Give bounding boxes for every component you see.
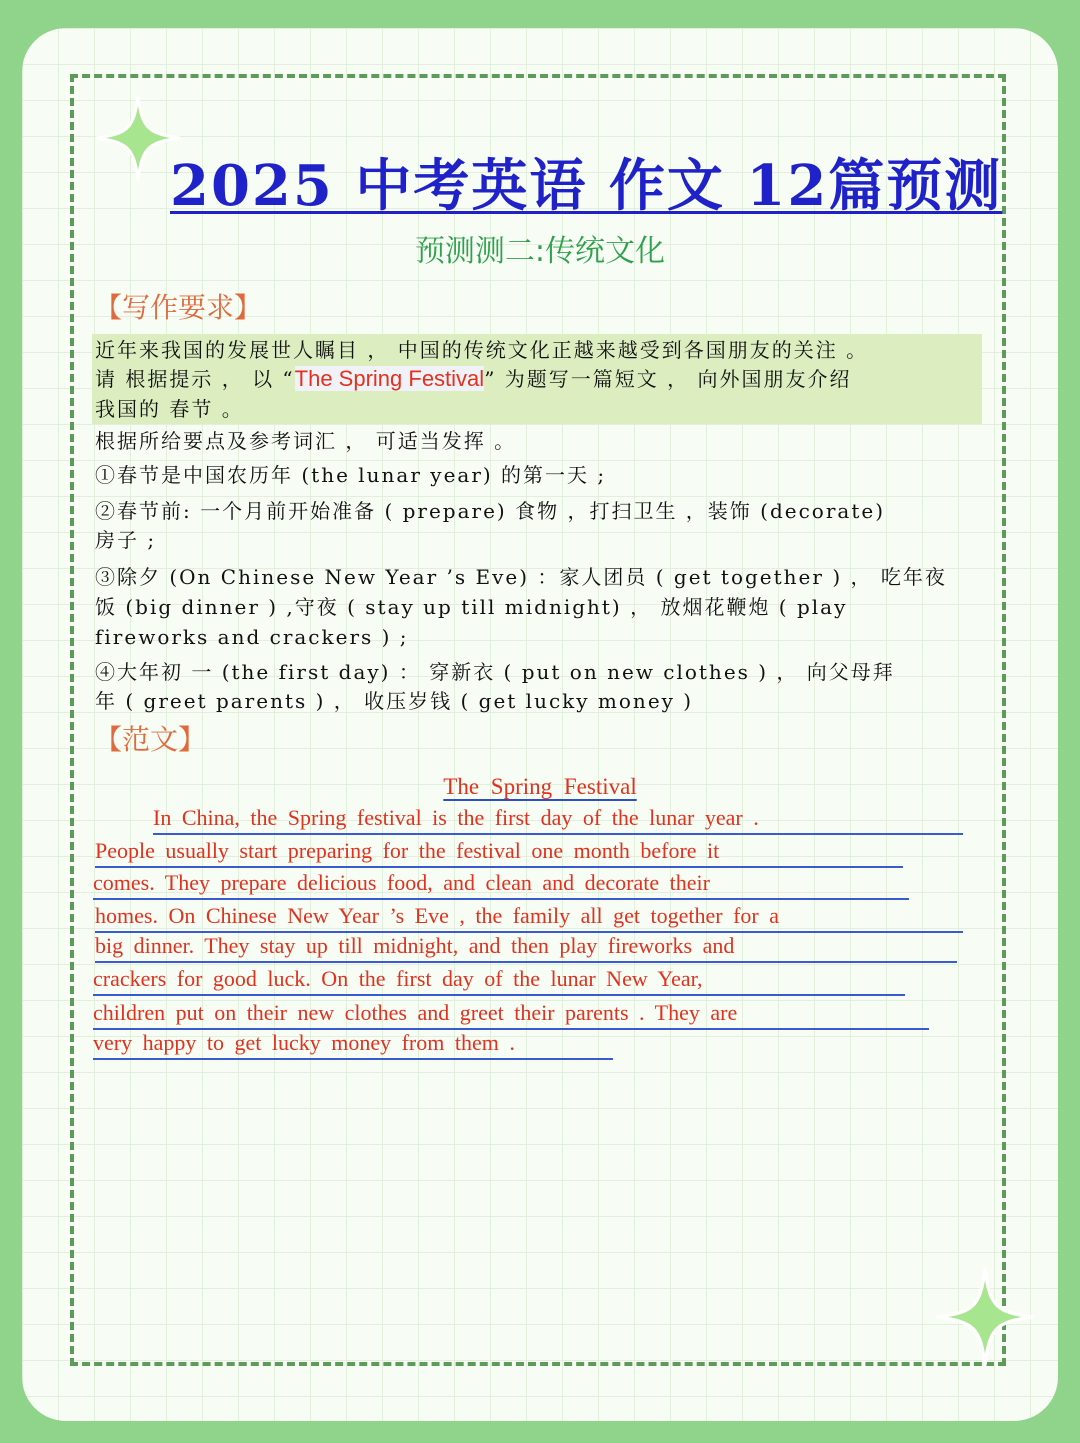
- point-item: ②春节前: 一个月前开始准备 ( prepare) 食物 ，打扫卫生 ，装饰 (decorate): [95, 499, 886, 523]
- requirement-text: 请 根据提示 ， 以 “: [95, 367, 295, 391]
- essay-line: crackers for good luck. On the first day of the lunar New Year,: [93, 964, 905, 996]
- essay-line: People usually start preparing for the festival one month before it: [95, 836, 903, 868]
- requirement-note: 根据所给要点及参考词汇 ， 可适当发挥 。: [95, 429, 517, 453]
- essay-title: The Spring Festival: [443, 774, 637, 799]
- point-item: ④大年初 一 (the first day) ： 穿新衣 ( put on new clothes ) ， 向父母拜: [95, 660, 895, 684]
- point-item: 饭 (big dinner ) ,守夜 ( stay up till midnight) ， 放烟花鞭炮 ( play: [95, 595, 848, 619]
- sparkle-icon: [930, 1262, 1040, 1372]
- essay-line: In China, the Spring festival is the first day of the lunar year .: [153, 803, 963, 835]
- topic-highlight: The Spring Festival: [294, 366, 485, 391]
- point-item: ③除夕 (On Chinese New Year ’s Eve) ：家人团员 ( get together ) ， 吃年夜: [95, 565, 947, 589]
- essay-line: comes. They prepare delicious food, and clean and decorate their: [93, 868, 909, 900]
- requirements-heading: 【写作要求】: [94, 291, 263, 324]
- point-item: 年 ( greet parents ) ， 收压岁钱 ( get lucky money ): [95, 689, 694, 713]
- essay-line: big dinner. They stay up till midnight, and then play fireworks and: [95, 931, 957, 963]
- essay-line: homes. On Chinese New Year ’s Eve , the family all get together for a: [95, 901, 963, 933]
- page-subtitle: 预测测二:传统文化: [414, 234, 666, 269]
- requirement-line: 我国的 春节 。: [95, 397, 244, 421]
- essay-line: very happy to get lucky money from them .: [93, 1028, 613, 1060]
- page-title: 2025 中考英语 作文 12篇预测: [170, 153, 1003, 219]
- point-item: fireworks and crackers ) ;: [95, 625, 409, 649]
- point-item: ①春节是中国农历年 (the lunar year) 的第一天 ;: [95, 463, 607, 487]
- requirement-line: [95, 364, 851, 394]
- essay-line: children put on their new clothes and greet their parents . They are: [93, 998, 929, 1030]
- essay-heading: 【范文】: [94, 723, 207, 756]
- point-item: 房子 ;: [95, 528, 157, 552]
- requirement-text: ” 为题写一篇短文 ， 向外国朋友介绍: [484, 367, 852, 391]
- requirement-line: 近年来我国的发展世人瞩目 ， 中国的传统文化正越来越受到各国朋友的关注 。: [95, 338, 869, 362]
